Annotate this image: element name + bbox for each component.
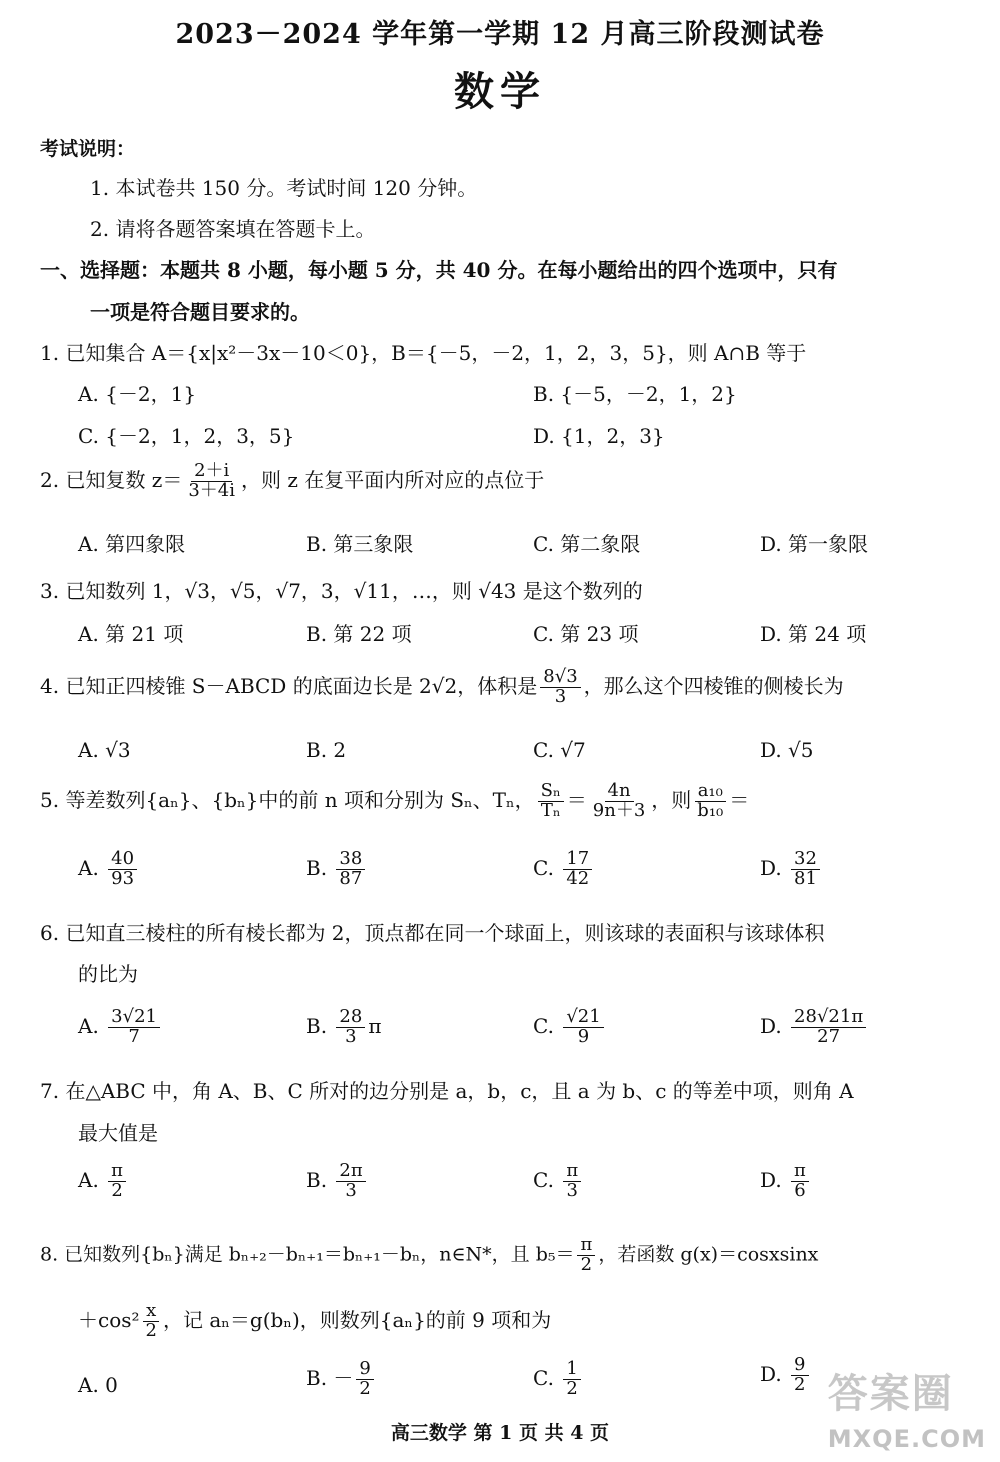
q2-option-c: C. 第二象限 (533, 532, 641, 556)
q6-a-fraction (108, 1008, 160, 1047)
section-heading-line2: 一项是符合题目要求的。 (90, 300, 310, 324)
q6-option-d (760, 1008, 869, 1047)
q6-a-label: A. (78, 1013, 99, 1038)
q5-then: ，则 (651, 787, 692, 812)
q8-stem-post: ，若函数 g(x)＝cosxsinx (598, 1243, 819, 1266)
q6-d-num: 28√21π (791, 1008, 866, 1028)
q5-f2-num: 4n (605, 782, 634, 802)
q5-d-num: 32 (791, 850, 820, 870)
q8-stem-line1 (40, 1236, 818, 1275)
q5-option-a (78, 850, 140, 889)
q6-stem-line2: 的比为 (78, 962, 138, 986)
q5-d-fraction (791, 850, 820, 889)
q5-fraction-ratio (590, 782, 649, 821)
q8-option-c (533, 1360, 584, 1399)
q8-b-fraction (356, 1360, 373, 1399)
q5-stem-pre: 5. 等差数列{aₙ}、{bₙ}中的前 n 项和分别为 Sₙ、Tₙ， (40, 787, 535, 812)
section-heading-line1: 一、选择题：本题共 8 小题，每小题 5 分，共 40 分。在每小题给出的四个选项中，只有 (40, 258, 838, 282)
watermark-text: 答案圈 (827, 1371, 954, 1417)
q8-b-den: 2 (359, 1377, 371, 1399)
q6-b-den: 3 (345, 1025, 357, 1047)
q8-stem-line2 (78, 1302, 551, 1341)
q7-c-fraction (563, 1162, 581, 1201)
q6-stem-line1: 6. 已知直三棱柱的所有棱长都为 2，顶点都在同一个球面上，则该球的表面积与该球体积 (40, 921, 825, 945)
q5-f3-den: b₁₀ (697, 799, 724, 821)
watermark-logo (828, 1362, 986, 1453)
q8-c-den: 2 (566, 1377, 578, 1399)
q7-b-fraction (336, 1162, 365, 1201)
q6-option-b (306, 1008, 381, 1047)
subject-title: 数学 (454, 68, 546, 115)
q7-stem-line2: 最大值是 (78, 1121, 158, 1145)
q7-a-den: 2 (111, 1179, 123, 1201)
q2-stem-post: ，则 z 在复平面内所对应的点位于 (241, 467, 545, 492)
q7-c-num: π (563, 1162, 581, 1182)
q7-b-num: 2π (336, 1162, 365, 1182)
q8-c-label: C. (533, 1365, 554, 1390)
q4-option-b: B. 2 (306, 738, 347, 762)
q5-fraction-st (538, 782, 564, 821)
q5-stem (40, 782, 749, 821)
q7-b-label: B. (306, 1167, 328, 1192)
q2-fraction (185, 462, 238, 501)
q8-b5-num: π (577, 1236, 595, 1256)
q8-d-den: 2 (794, 1373, 806, 1395)
q8-x2-den: 2 (145, 1319, 157, 1341)
q8-stem-pre: 8. 已知数列{bₙ}满足 bₙ₊₂－bₙ₊₁＝bₙ₊₁－bₙ，n∈N*，且 b₅＝ (40, 1243, 575, 1266)
q7-b-den: 3 (345, 1179, 357, 1201)
q7-a-fraction (108, 1162, 126, 1201)
exam-title: 2023－2024 学年第一学期 12 月高三阶段测试卷 (175, 19, 825, 50)
q2-option-b: B. 第三象限 (306, 532, 414, 556)
q5-f2-den: 9n＋3 (592, 799, 646, 821)
q5-f1-num: Sₙ (538, 782, 564, 802)
instruction-item-2: 2. 请将各题答案填在答题卡上。 (90, 217, 376, 241)
q7-c-den: 3 (566, 1179, 578, 1201)
q5-c-den: 42 (566, 867, 590, 889)
q7-option-a (78, 1162, 129, 1201)
q6-c-label: C. (533, 1013, 554, 1038)
q7-d-num: π (791, 1162, 809, 1182)
q6-b-num: 28 (336, 1008, 365, 1028)
q8-option-b (306, 1360, 377, 1399)
q5-b-fraction (336, 850, 365, 889)
q7-a-num: π (108, 1162, 126, 1182)
q5-c-fraction (563, 850, 592, 889)
q4-option-c: C. √7 (533, 738, 586, 762)
q4-fraction (540, 668, 580, 707)
q7-a-label: A. (78, 1167, 99, 1192)
q8-d-num: 9 (791, 1356, 808, 1376)
q8-x2-fraction (143, 1302, 160, 1341)
q3-option-d: D. 第 24 项 (760, 622, 867, 646)
q7-d-label: D. (760, 1167, 782, 1192)
q7-d-fraction (791, 1162, 809, 1201)
q5-d-label: D. (760, 855, 782, 880)
q7-option-b (306, 1162, 369, 1201)
q6-c-num: √21 (563, 1008, 603, 1028)
q8-b-sign: － (333, 1365, 354, 1390)
q4-frac-num: 8√3 (540, 668, 580, 688)
q8-d-label: D. (760, 1361, 782, 1386)
q3-option-a: A. 第 21 项 (78, 622, 184, 646)
q5-fraction-ab (694, 782, 726, 821)
q5-option-c (533, 850, 595, 889)
q6-d-fraction (791, 1008, 866, 1047)
q5-c-num: 17 (563, 850, 592, 870)
q3-stem: 3. 已知数列 1，√3，√5，√7，3，√11，…，则 √43 是这个数列的 (40, 579, 643, 603)
q5-equals: ＝ (566, 787, 587, 812)
q6-c-fraction (563, 1008, 603, 1047)
q5-option-d (760, 850, 823, 889)
q5-d-den: 81 (794, 867, 817, 889)
q8-b5-fraction (577, 1236, 595, 1275)
watermark-url: MXQE.COM (827, 1425, 986, 1453)
q8-d-fraction (791, 1356, 808, 1395)
q8-line2-pre: ＋cos² (78, 1307, 140, 1332)
q4-option-d: D. √5 (760, 738, 814, 762)
q4-option-a: A. √3 (78, 738, 131, 762)
q5-a-label: A. (78, 855, 99, 880)
instruction-item-1: 1. 本试卷共 150 分。考试时间 120 分钟。 (90, 176, 478, 200)
q2-stem-pre: 2. 已知复数 z＝ (40, 467, 183, 492)
q1-option-d: D. {1，2，3} (533, 424, 665, 448)
q8-c-fraction (563, 1360, 580, 1399)
q2-stem (40, 462, 544, 501)
q7-option-c (533, 1162, 584, 1201)
q5-f1-den: Tₙ (540, 799, 561, 821)
q8-c-num: 1 (563, 1360, 580, 1380)
q8-b5-den: 2 (580, 1253, 593, 1275)
q2-option-a: A. 第四象限 (78, 532, 186, 556)
q5-a-fraction (108, 850, 137, 889)
q4-stem-pre: 4. 已知正四棱锥 S－ABCD 的底面边长是 2√2，体积是 (40, 673, 538, 698)
q5-option-b (306, 850, 368, 889)
q2-frac-num: 2＋i (191, 462, 232, 482)
q4-stem-post: ，那么这个四棱锥的侧棱长为 (583, 673, 844, 698)
q1-option-b: B. {－5，－2，1，2} (533, 382, 737, 406)
q5-stem-post: ＝ (729, 787, 750, 812)
q7-stem-line1: 7. 在△ABC 中，角 A、B、C 所对的边分别是 a，b，c，且 a 为 b、c 的等差中项，则角 A (40, 1079, 854, 1103)
q5-c-label: C. (533, 855, 554, 880)
q8-x2-num: x (143, 1302, 159, 1322)
instructions-heading: 考试说明： (40, 138, 136, 160)
q1-option-c: C. {－2，1，2，3，5} (78, 424, 295, 448)
q6-a-num: 3√21 (108, 1008, 160, 1028)
q4-frac-den: 3 (554, 685, 567, 707)
q3-option-b: B. 第 22 项 (306, 622, 412, 646)
q7-d-den: 6 (794, 1179, 806, 1201)
q6-option-c (533, 1008, 607, 1047)
q1-stem: 1. 已知集合 A＝{x|x²－3x－10＜0}，B＝{－5，－2，1，2，3，5}，则 A∩B 等于 (40, 341, 807, 365)
q6-d-label: D. (760, 1013, 782, 1038)
q7-option-d (760, 1162, 812, 1201)
q8-line2-post: ，记 aₙ＝g(bₙ)，则数列{aₙ}的前 9 项和为 (162, 1307, 552, 1332)
q7-c-label: C. (533, 1167, 554, 1192)
q5-f3-num: a₁₀ (695, 782, 726, 802)
q4-stem (40, 668, 844, 707)
q8-option-d (760, 1356, 812, 1395)
q5-b-den: 87 (339, 867, 363, 889)
q5-a-den: 93 (111, 867, 135, 889)
q2-option-d: D. 第一象限 (760, 532, 869, 556)
q6-option-a (78, 1008, 163, 1047)
q5-a-num: 40 (108, 850, 137, 870)
q6-c-den: 9 (577, 1025, 590, 1047)
q6-d-den: 27 (817, 1025, 841, 1047)
q8-option-a: A. 0 (78, 1373, 118, 1397)
q5-b-num: 38 (336, 850, 365, 870)
q3-option-c: C. 第 23 项 (533, 622, 639, 646)
q1-option-a: A. {－2，1} (78, 382, 197, 406)
q6-b-suffix: π (368, 1013, 382, 1038)
q2-frac-den: 3＋4i (188, 479, 236, 501)
q8-b-num: 9 (356, 1360, 373, 1380)
page-footer: 高三数学 第 1 页 共 4 页 (390, 1422, 610, 1444)
q6-a-den: 7 (128, 1025, 140, 1047)
q6-b-fraction (336, 1008, 365, 1047)
q5-b-label: B. (306, 855, 328, 880)
q8-b-label: B. (306, 1365, 328, 1390)
q6-b-label: B. (306, 1013, 328, 1038)
